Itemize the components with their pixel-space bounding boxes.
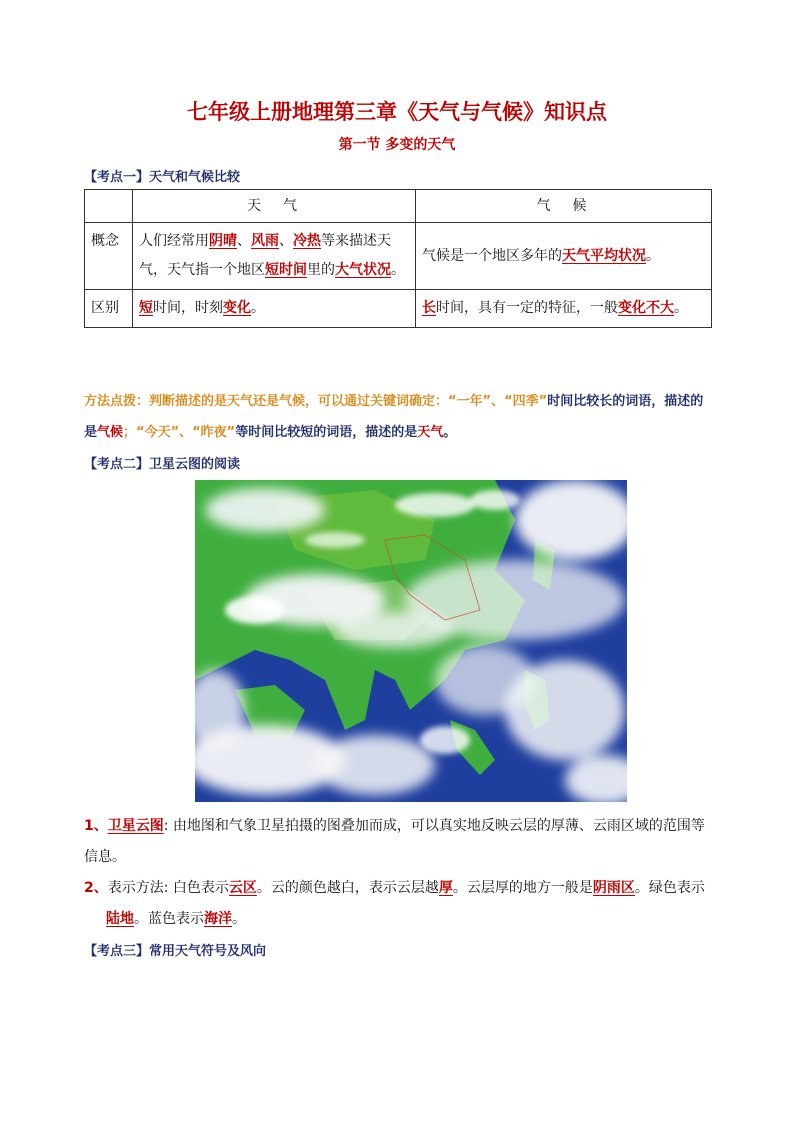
key-point-3-heading	[84, 940, 266, 959]
cell-text: 、	[237, 233, 251, 249]
paragraph-text: 。云层厚的地方一般是	[452, 880, 593, 896]
paragraph-text: 。	[232, 911, 246, 927]
cell-text: 等来描述天气，天气指一个地区	[139, 233, 391, 278]
key-point-label: 【考点二】	[84, 457, 150, 472]
tip-text: 。	[443, 425, 457, 440]
keyword: 厚	[438, 880, 453, 896]
header-climate: 气 候	[416, 190, 712, 223]
cell-text: 。	[674, 300, 688, 316]
cell-text: 里的	[307, 262, 335, 278]
paragraph-text: : 由地图和气象卫星拍摄的图叠加而成，可以真实地反映云层的厚薄、云雨区域的范围等信息。	[84, 818, 705, 865]
answer-text: 天气平均状况	[562, 247, 646, 264]
paragraph-text: 。蓝色表示	[134, 911, 204, 927]
answer-text: 变化	[223, 300, 251, 316]
tip-text: ；“今天”、“昨夜”	[123, 425, 236, 440]
paragraph-satellite-definition	[84, 811, 714, 873]
paragraph-representation	[84, 873, 714, 935]
cell-climate-difference	[416, 290, 712, 328]
cell-climate-concept	[416, 223, 712, 290]
cell-text: 时间，时刻	[153, 300, 223, 316]
keyword: 云区	[228, 880, 257, 896]
row-label-difference: 区别	[85, 290, 133, 328]
table-header-row	[85, 190, 712, 223]
paragraph-text: 。绿色表示	[634, 880, 705, 896]
answer-text: 短时间	[265, 262, 307, 278]
weather-climate-table	[84, 189, 712, 328]
cell-text: 。	[646, 247, 660, 264]
table-row	[85, 290, 712, 328]
cell-weather-difference	[133, 290, 416, 328]
keyword: 海洋	[204, 911, 232, 927]
tip-keyword: 气候	[97, 425, 124, 440]
answer-text: 长	[422, 300, 436, 316]
key-point-label: 【考点一】	[84, 170, 150, 185]
method-tip	[84, 386, 714, 448]
key-point-text: 常用天气符号及风向	[149, 944, 267, 959]
cell-weather-concept	[133, 223, 416, 290]
tip-text: 方法点拨：判断描述的是天气还是气候，可以通过关键词确定：“一年”、“四季”	[84, 394, 548, 409]
cell-text: 时间，具有一定的特征，一般	[436, 300, 618, 316]
tip-keyword: 天气	[417, 425, 444, 440]
table-corner-cell	[85, 190, 133, 223]
cell-text: 气候是一个地区多年的	[422, 247, 562, 264]
answer-text: 短	[139, 300, 153, 316]
satellite-cloud-image	[195, 480, 627, 802]
keyword: 陆地	[106, 911, 134, 927]
key-point-text: 天气和气候比较	[149, 170, 241, 185]
row-label-concept: 概念	[85, 223, 133, 290]
keyword: 阴雨区	[592, 880, 635, 896]
answer-text: 大气状况	[335, 262, 391, 278]
key-point-2-heading	[84, 453, 240, 472]
key-point-label: 【考点三】	[84, 944, 150, 959]
answer-text: 冷热	[293, 233, 321, 249]
satellite-map-graphic	[195, 480, 627, 802]
page-title: 七年级上册地理第三章《天气与气候》知识点	[187, 99, 607, 124]
cell-text: 。	[251, 300, 265, 316]
header-weather: 天 气	[133, 190, 416, 223]
answer-text: 变化不大	[618, 300, 674, 316]
keyword: 卫星云图	[107, 818, 164, 834]
item-number: 1、	[84, 818, 108, 834]
cell-text: 。	[391, 262, 405, 278]
cell-text: 、	[279, 233, 293, 249]
key-point-text: 卫星云图的阅读	[149, 457, 241, 472]
tip-text: 等时间比较短的词语，描述的是	[235, 425, 418, 440]
answer-text: 阴晴	[209, 233, 237, 249]
answer-text: 风雨	[251, 233, 279, 249]
paragraph-text: 。云的颜色越白，表示云层越	[256, 880, 439, 896]
table-row	[85, 223, 712, 290]
key-point-1-heading	[84, 166, 240, 185]
section-title: 第一节 多变的天气	[338, 137, 456, 153]
item-number: 2、	[84, 880, 108, 896]
paragraph-text: 表示方法: 白色表示	[107, 880, 229, 896]
cell-text: 人们经常用	[139, 233, 209, 249]
tip-text: 时间比较长的词语，描述的是	[84, 394, 704, 440]
